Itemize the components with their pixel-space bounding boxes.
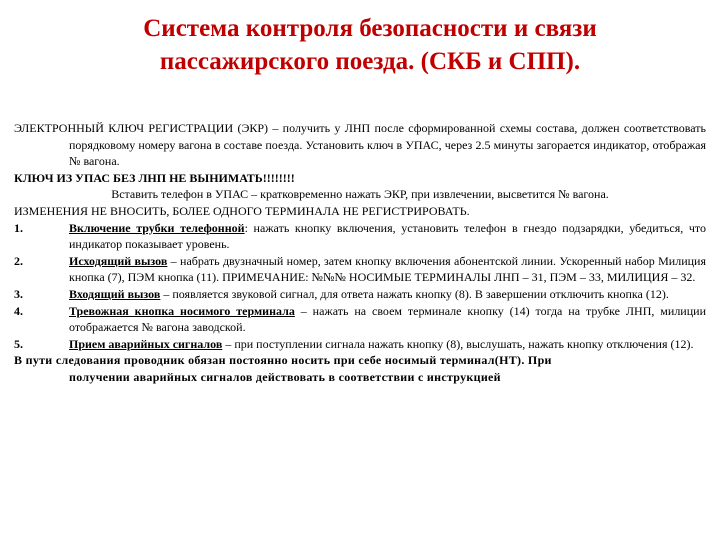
item-heading: Исходящий вызов bbox=[69, 253, 168, 268]
item-number: 3. bbox=[14, 286, 23, 301]
list-item bbox=[14, 303, 706, 336]
item-heading: Тревожная кнопка носимого терминала bbox=[69, 303, 295, 318]
final-instruction bbox=[14, 352, 706, 385]
item-text: – нажать на своем терминале кнопку (14) тогда на трубке ЛНП, милиции отображается № вагона заводской. bbox=[69, 303, 706, 335]
page-title: Система контроля безопасности и связи пассажирского поезда. (СКБ и СПП). bbox=[143, 15, 597, 75]
list-item bbox=[14, 286, 706, 303]
final-line-2: получении аварийных сигналов действовать в соответствии с инструкцией bbox=[69, 369, 501, 384]
warning-paragraph: КЛЮЧ ИЗ УПАС БЕЗ ЛНП НЕ ВЫНИМАТЬ!!!!!!!! bbox=[14, 170, 295, 185]
final-line-1: В пути следования проводник обязан постоянно носить при себе носимый терминал(НТ). При bbox=[14, 353, 552, 368]
list-item bbox=[14, 220, 706, 253]
item-number: 4. bbox=[14, 303, 23, 318]
list-item bbox=[14, 336, 706, 353]
item-text: – при поступлении сигнала нажать кнопку (8), выслушать, нажать кнопку отключения (12). bbox=[222, 336, 694, 351]
item-text: – появляется звуковой сигнал, для ответа нажать кнопку (8). В завершении отключить кнопка (12). bbox=[160, 286, 669, 301]
item-number: 5. bbox=[14, 336, 23, 351]
item-heading: Прием аварийных сигналов bbox=[69, 336, 223, 351]
list-item bbox=[14, 253, 706, 286]
changes-paragraph: ИЗМЕНЕНИЯ НЕ ВНОСИТЬ, БОЛЕЕ ОДНОГО ТЕРМИНАЛА НЕ РЕГИСТРИРОВАТЬ. bbox=[14, 203, 470, 218]
item-text: : нажать кнопку включения, установить телефон в гнездо подзарядки, убедиться, что индикатор показывает уровень. bbox=[69, 220, 706, 252]
document-body bbox=[14, 120, 706, 386]
phone-insert-paragraph: Вставить телефон в УПАС – кратковременно нажать ЭКР, при извлечении, высветится № вагона. bbox=[111, 187, 609, 202]
item-heading: Включение трубки телефонной bbox=[69, 220, 245, 235]
item-heading: Входящий вызов bbox=[69, 286, 161, 301]
ekr-paragraph: ЭЛЕКТРОННЫЙ КЛЮЧ РЕГИСТРАЦИИ (ЭКР) – получить у ЛНП после сформированной схемы состава, должен соответствовать порядковому номеру вагона в составе поезда. Установить ключ в УПАС, через 2.5 минуты загорается индикатор, отображая № вагона. bbox=[14, 121, 706, 169]
item-number: 1. bbox=[14, 220, 23, 235]
item-number: 2. bbox=[14, 253, 23, 268]
item-text: – набрать двузначный номер, затем кнопку включения абонентской линии. Ускоренный набор Милиция кнопка (7), ПЭМ кнопка (11). ПРИМЕЧАНИЕ: №№№ НОСИМЫЕ ТЕРМИНАЛЫ ЛНП – 31, ПЭМ – 33, МИЛИЦИЯ – 32. bbox=[69, 253, 706, 285]
